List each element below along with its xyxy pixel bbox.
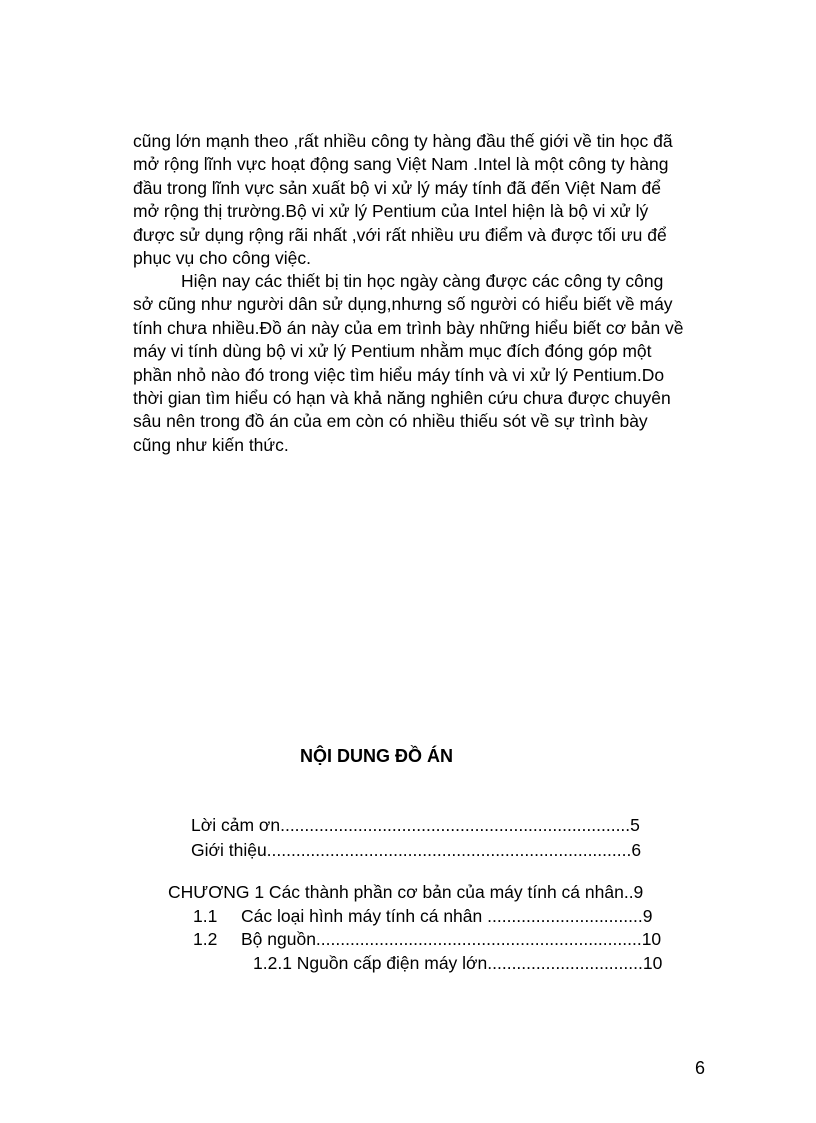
toc-entry xyxy=(191,815,640,836)
paragraph-line: mở rộng lĩnh vực hoạt động sang Việt Nam .Intel là một công ty hàng xyxy=(133,154,669,175)
toc-entry xyxy=(193,906,652,927)
toc-entry xyxy=(193,929,661,950)
toc-entry-text: 1.2.1 Nguồn cấp điện máy lớn................................10 xyxy=(253,953,663,973)
page-number: 6 xyxy=(695,1058,706,1078)
toc-entry-text: Bộ nguồn...................................................................10 xyxy=(241,929,662,949)
paragraph-line: thời gian tìm hiểu có hạn và khả năng nghiên cứu chưa được chuyên xyxy=(133,388,671,409)
toc-entry xyxy=(191,840,641,861)
toc-entry-text: Lời cảm ơn........................................................................5 xyxy=(191,815,640,835)
toc-entry-number: 1.2 xyxy=(193,929,218,949)
paragraph-line: máy vi tính dùng bộ vi xử lý Pentium nhằm mục đích đóng góp một xyxy=(133,341,652,362)
paragraph-line: tính chưa nhiều.Đồ án này của em trình bày những hiểu biết cơ bản về xyxy=(133,317,684,338)
toc-entry-chapter xyxy=(168,882,643,903)
paragraph-line: sở cũng như người dân sử dụng,nhưng số người có hiểu biết về máy xyxy=(133,294,673,315)
toc-title: NỘI DUNG ĐỒ ÁN xyxy=(300,746,453,766)
body-paragraph-1 xyxy=(133,130,733,270)
paragraph-line: cũng như kiến thức. xyxy=(133,434,289,455)
toc-entry-text: Các loại hình máy tính cá nhân ................................9 xyxy=(241,906,653,926)
toc-entry-text: CHƯƠNG 1 Các thành phần cơ bản của máy tính cá nhân..9 xyxy=(168,882,644,902)
paragraph-line: đầu trong lĩnh vực sản xuất bộ vi xử lý máy tính đã đến Việt Nam để xyxy=(133,177,661,198)
paragraph-line: mở rộng thị trường.Bộ vi xử lý Pentium của Intel hiện là bộ vi xử lý xyxy=(133,201,649,222)
toc-entry-number: 1.1 xyxy=(193,906,218,926)
paragraph-line: Hiện nay các thiết bị tin học ngày càng được các công ty công xyxy=(181,271,664,291)
body-paragraph-2 xyxy=(133,270,733,457)
paragraph-line: cũng lớn mạnh theo ,rất nhiều công ty hàng đầu thế giới về tin học đã xyxy=(133,131,673,151)
toc-entry-sub xyxy=(253,953,662,974)
paragraph-line: phục vụ cho công việc. xyxy=(133,248,312,269)
paragraph-line: phần nhỏ nào đó trong việc tìm hiểu máy tính và vi xử lý Pentium.Do xyxy=(133,364,665,385)
paragraph-line: sâu nên trong đồ án của em còn có nhiều thiếu sót về sự trình bày xyxy=(133,411,648,432)
paragraph-line: được sử dụng rộng rãi nhất ,với rất nhiều ưu điểm và được tối ưu để xyxy=(133,224,667,245)
toc-entry-text: Giới thiệu...........................................................................6 xyxy=(191,840,642,860)
